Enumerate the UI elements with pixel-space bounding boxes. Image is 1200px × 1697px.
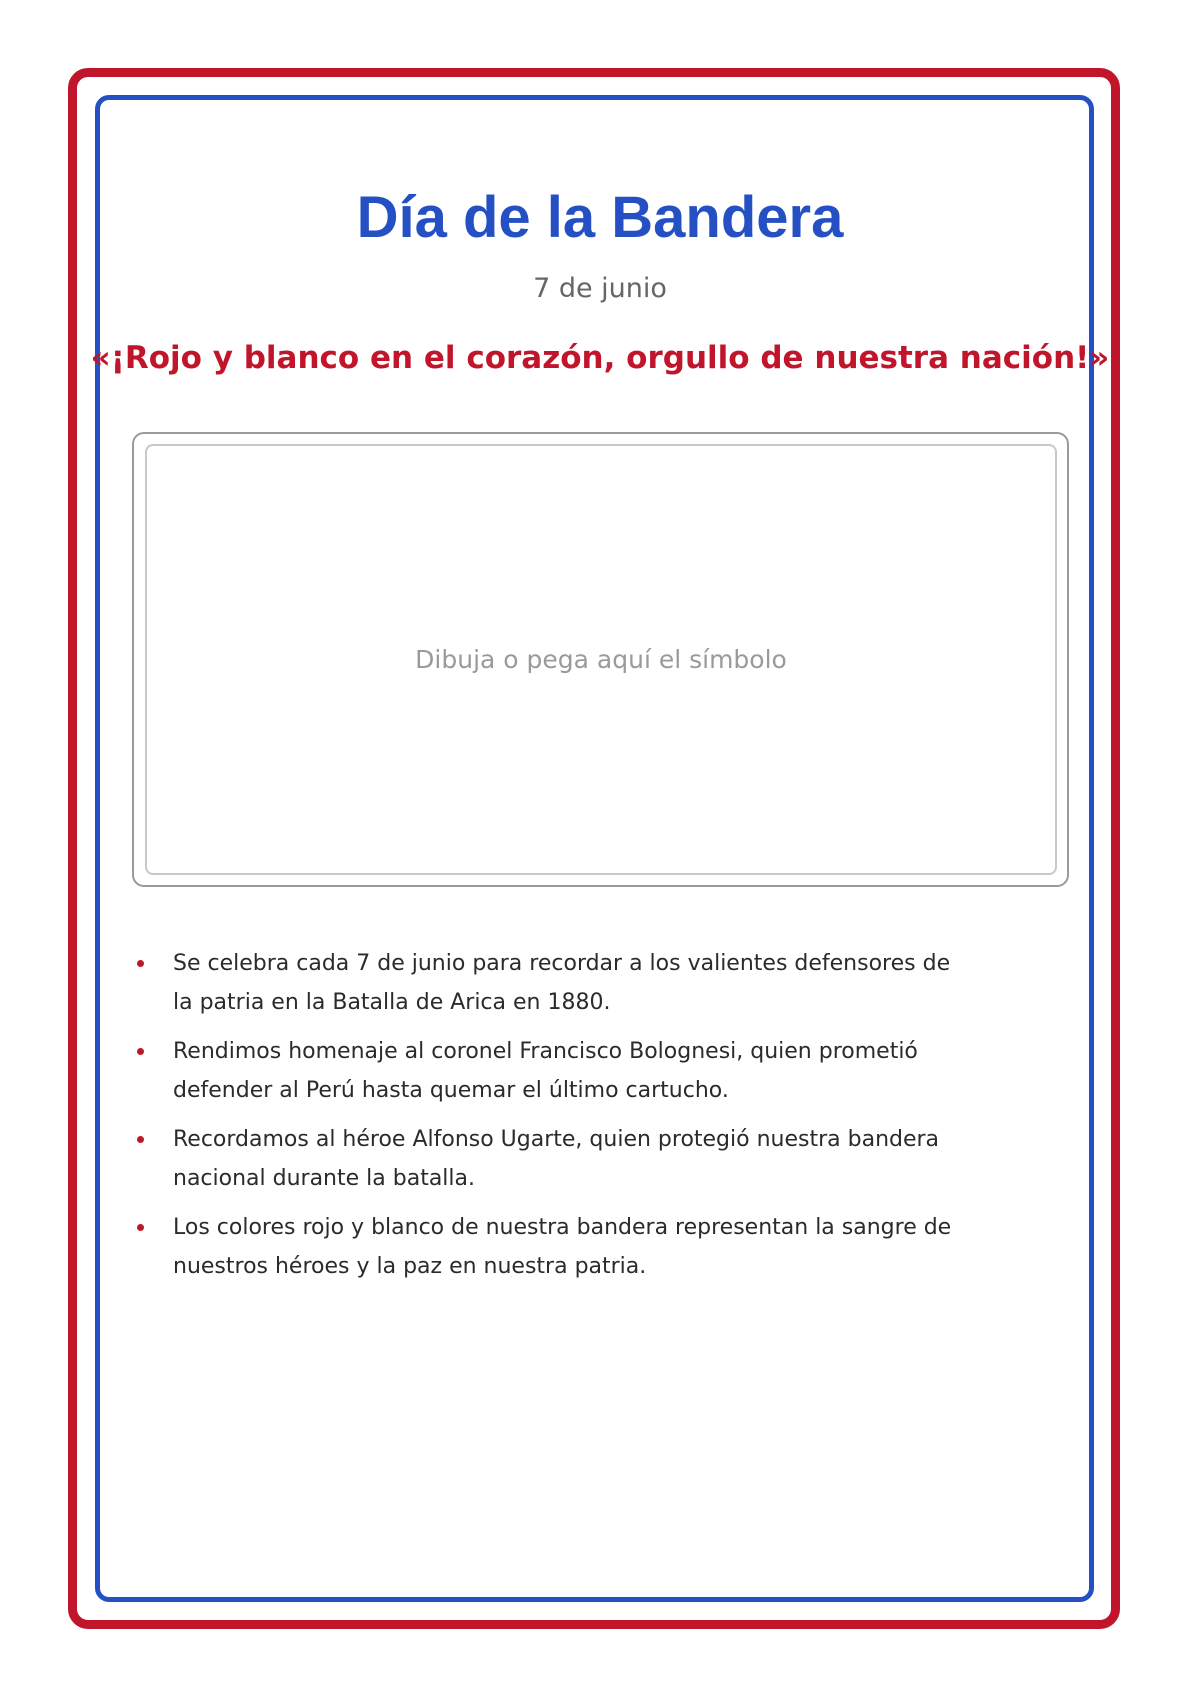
page-title: Día de la Bandera: [356, 185, 844, 250]
fact-text: Los colores rojo y blanco de nuestra bandera representan la sangre de nuestros héroes y la paz en nuestra patria.: [173, 1215, 952, 1279]
list-item: [132, 1032, 952, 1110]
bullet-dot-icon: [137, 960, 144, 967]
list-item: [132, 1208, 952, 1286]
fact-text: Recordamos al héroe Alfonso Ugarte, quien protegió nuestra bandera nacional durante la batalla.: [173, 1127, 940, 1191]
drawing-area-placeholder: Dibuja o pega aquí el símbolo: [415, 645, 787, 674]
bullet-dot-icon: [137, 1224, 144, 1231]
drawing-area[interactable]: [145, 444, 1057, 875]
bullet-dot-icon: [137, 1048, 144, 1055]
motto: «¡Rojo y blanco en el corazón, orgullo de nuestra nación!»: [90, 340, 1110, 376]
facts-list: [132, 944, 952, 1296]
list-item: [132, 944, 952, 1022]
bullet-dot-icon: [137, 1136, 144, 1143]
date-subtitle: 7 de junio: [533, 273, 667, 304]
list-item: [132, 1120, 952, 1198]
fact-text: Rendimos homenaje al coronel Francisco Bolognesi, quien prometió defender al Perú hasta quemar el último cartucho.: [173, 1039, 918, 1103]
fact-text: Se celebra cada 7 de junio para recordar a los valientes defensores de la patria en la Batalla de Arica en 1880.: [173, 951, 951, 1015]
